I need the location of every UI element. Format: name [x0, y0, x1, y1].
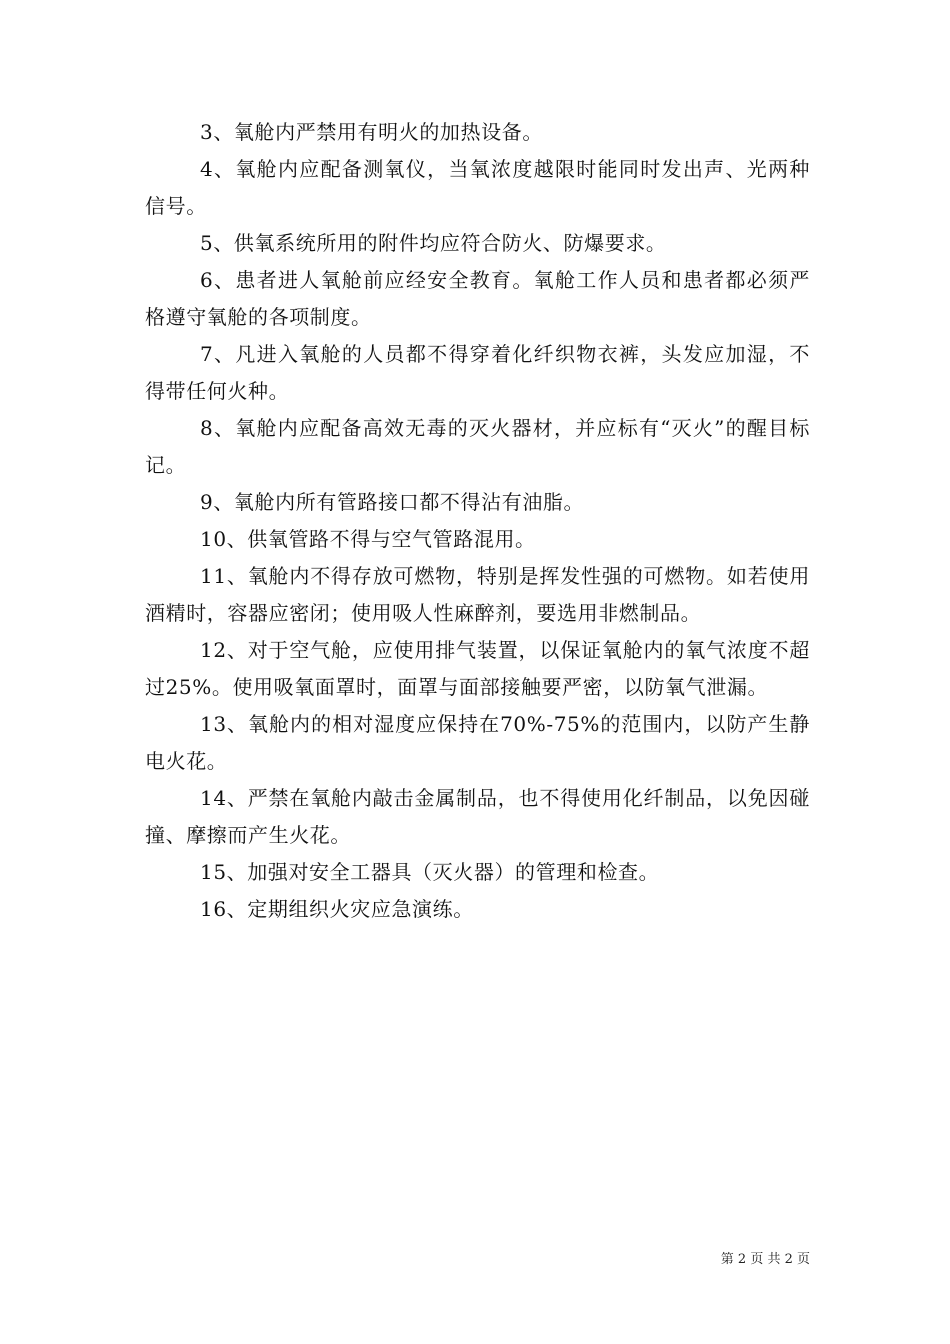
paragraph-item-10: 10、供氧管路不得与空气管路混用。: [200, 527, 536, 551]
paragraph-item-15: 15、加强对安全工器具（灭火器）的管理和检查。: [200, 860, 660, 884]
paragraph-item-13: 13、氧舱内的相对湿度应保持在70%-75%的范围内，以防产生静电火花。: [145, 712, 810, 773]
paragraph-item-6: 6、患者进人氧舱前应经安全教育。氧舱工作人员和患者都必须严格遵守氧舱的各项制度。: [145, 268, 810, 329]
paragraph-item-16: 16、定期组织火灾应急演练。: [200, 897, 474, 921]
paragraph-item-5: 5、供氧系统所用的附件均应符合防火、防爆要求。: [200, 231, 667, 255]
paragraph-item-4: 4、氧舱内应配备测氧仪，当氧浓度越限时能同时发出声、光两种信号。: [145, 157, 810, 218]
paragraph-item-9: 9、氧舱内所有管路接口都不得沾有油脂。: [200, 490, 585, 514]
paragraph-item-8: 8、氧舱内应配备高效无毒的灭火器材，并应标有“灭火”的醒目标记。: [145, 416, 810, 477]
paragraph-item-14: 14、严禁在氧舱内敲击金属制品，也不得使用化纤制品，以免因碰撞、摩擦而产生火花。: [145, 786, 810, 847]
document-body: [145, 114, 810, 928]
page-number-footer: 第 2 页 共 2 页: [720, 1252, 810, 1267]
paragraph-item-12: 12、对于空气舱，应使用排气装置，以保证氧舱内的氧气浓度不超过25%。使用吸氧面罩时，面罩与面部接触要严密，以防氧气泄漏。: [145, 638, 810, 699]
paragraph-item-3: 3、氧舱内严禁用有明火的加热设备。: [200, 120, 543, 144]
paragraph-item-11: 11、氧舱内不得存放可燃物，特别是挥发性强的可燃物。如若使用酒精时，容器应密闭；使用吸人性麻醉剂，要选用非燃制品。: [145, 564, 810, 625]
paragraph-item-7: 7、凡进入氧舱的人员都不得穿着化纤织物衣裤，头发应加湿，不得带任何火种。: [145, 342, 810, 403]
